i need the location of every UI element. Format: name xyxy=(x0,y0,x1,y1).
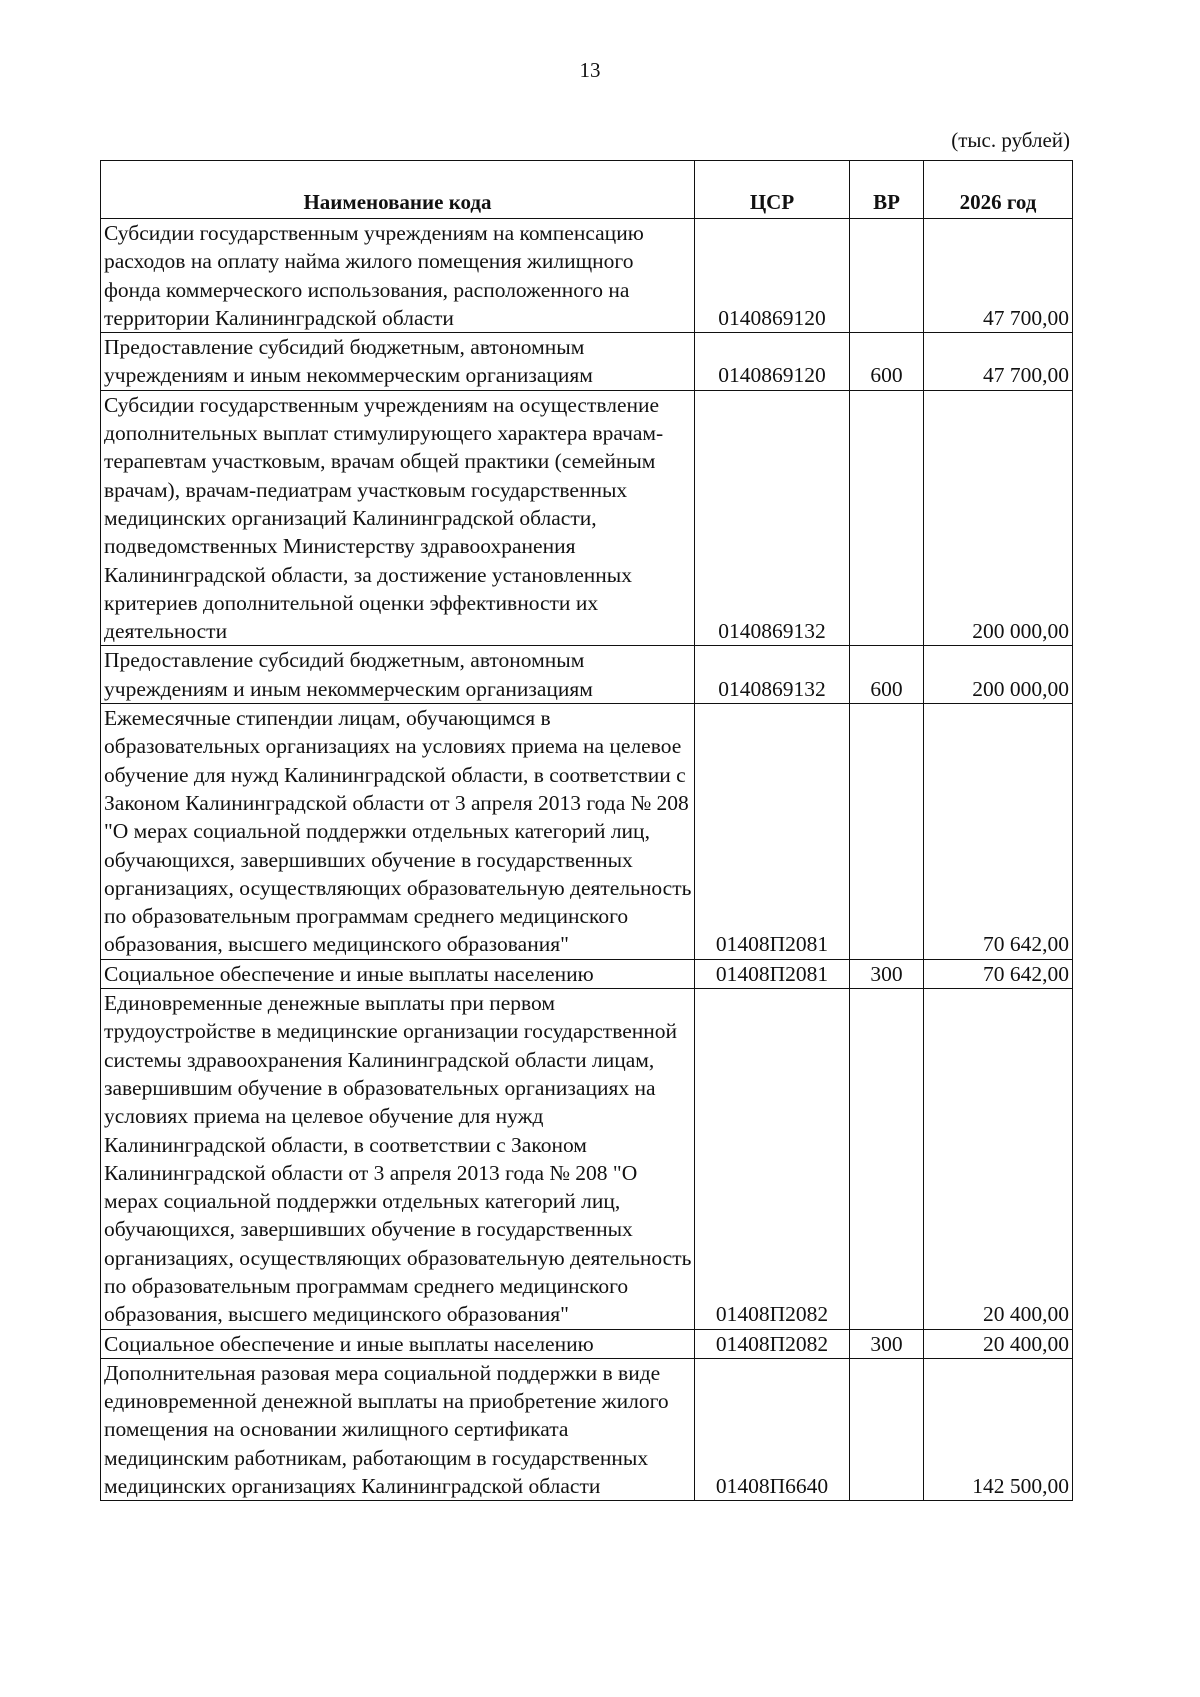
header-amount: 2026 год xyxy=(924,161,1073,219)
header-name: Наименование кода xyxy=(101,161,695,219)
row-name: Субсидии государственным учреждениям на компенсацию расходов на оплату найма жилого помещения жилищного фонда коммерческого использования, расположенного на территории Калининградской области xyxy=(101,219,695,333)
table-header-row xyxy=(101,161,1073,219)
row-csr: 0140869132 xyxy=(695,646,850,704)
header-vr: ВР xyxy=(850,161,924,219)
row-csr: 01408П6640 xyxy=(695,1358,850,1500)
row-vr xyxy=(850,390,924,646)
table-row xyxy=(101,1358,1073,1500)
row-vr: 600 xyxy=(850,333,924,391)
row-csr: 0140869120 xyxy=(695,333,850,391)
row-vr: 300 xyxy=(850,1329,924,1358)
row-csr: 0140869132 xyxy=(695,390,850,646)
row-name: Социальное обеспечение и иные выплаты населению xyxy=(101,1329,695,1358)
row-amount: 47 700,00 xyxy=(924,333,1073,391)
row-name: Единовременные денежные выплаты при первом трудоустройстве в медицинские организации государственной системы здравоохранения Калининградской области лицам, завершившим обучение в образовательных организациях на условиях приема на целевое обучение для нужд Калининградской области, в соответствии с Законом Калининградской области от 3 апреля 2013 года № 208 "О мерах социальной поддержки отдельных категорий лиц, обучающихся, завершивших обучение в государственных организациях, осуществляющих образовательную деятельность по образовательным программам среднего медицинского образования, высшего медицинского образования" xyxy=(101,989,695,1330)
table-row xyxy=(101,704,1073,960)
row-csr: 01408П2082 xyxy=(695,1329,850,1358)
row-vr xyxy=(850,1358,924,1500)
row-vr xyxy=(850,989,924,1330)
page-number: 13 xyxy=(579,58,601,82)
table-row xyxy=(101,390,1073,646)
row-name: Предоставление субсидий бюджетным, автономным учреждениям и иным некоммерческим организациям xyxy=(101,333,695,391)
row-name: Ежемесячные стипендии лицам, обучающимся в образовательных организациях на условиях приема на целевое обучение для нужд Калининградской области, в соответствии с Законом Калининградской области от 3 апреля 2013 года № 208 "О мерах социальной поддержки отдельных категорий лиц, обучающихся, завершивших обучение в государственных организациях, осуществляющих образовательную деятельность по образовательным программам среднего медицинского образования, высшего медицинского образования" xyxy=(101,704,695,960)
row-name: Предоставление субсидий бюджетным, автономным учреждениям и иным некоммерческим организациям xyxy=(101,646,695,704)
row-vr: 600 xyxy=(850,646,924,704)
row-csr: 0140869120 xyxy=(695,219,850,333)
row-name: Социальное обеспечение и иные выплаты населению xyxy=(101,959,695,988)
units-label: (тыс. рублей) xyxy=(951,128,1070,152)
budget-table xyxy=(100,160,1073,1501)
row-csr: 01408П2081 xyxy=(695,704,850,960)
row-amount: 200 000,00 xyxy=(924,390,1073,646)
table-row xyxy=(101,959,1073,988)
table-row xyxy=(101,646,1073,704)
row-vr: 300 xyxy=(850,959,924,988)
row-amount: 47 700,00 xyxy=(924,219,1073,333)
row-name: Субсидии государственным учреждениям на осуществление дополнительных выплат стимулирующего характера врачам-терапевтам участковым, врачам общей практики (семейным врачам), врачам-педиатрам участковым государственных медицинских организаций Калининградской области, подведомственных Министерству здравоохранения Калининградской области, за достижение установленных критериев дополнительной оценки эффективности их деятельности xyxy=(101,390,695,646)
row-name: Дополнительная разовая мера социальной поддержки в виде единовременной денежной выплаты на приобретение жилого помещения на основании жилищного сертификата медицинским работникам, работающим в государственных медицинских организациях Калининградской области xyxy=(101,1358,695,1500)
table-row xyxy=(101,333,1073,391)
row-vr xyxy=(850,704,924,960)
row-amount: 20 400,00 xyxy=(924,989,1073,1330)
row-csr: 01408П2082 xyxy=(695,989,850,1330)
row-amount: 200 000,00 xyxy=(924,646,1073,704)
table-row xyxy=(101,989,1073,1330)
table-row xyxy=(101,219,1073,333)
table-row xyxy=(101,1329,1073,1358)
row-amount: 70 642,00 xyxy=(924,959,1073,988)
header-csr: ЦСР xyxy=(695,161,850,219)
row-amount: 142 500,00 xyxy=(924,1358,1073,1500)
row-amount: 70 642,00 xyxy=(924,704,1073,960)
row-csr: 01408П2081 xyxy=(695,959,850,988)
row-vr xyxy=(850,219,924,333)
row-amount: 20 400,00 xyxy=(924,1329,1073,1358)
